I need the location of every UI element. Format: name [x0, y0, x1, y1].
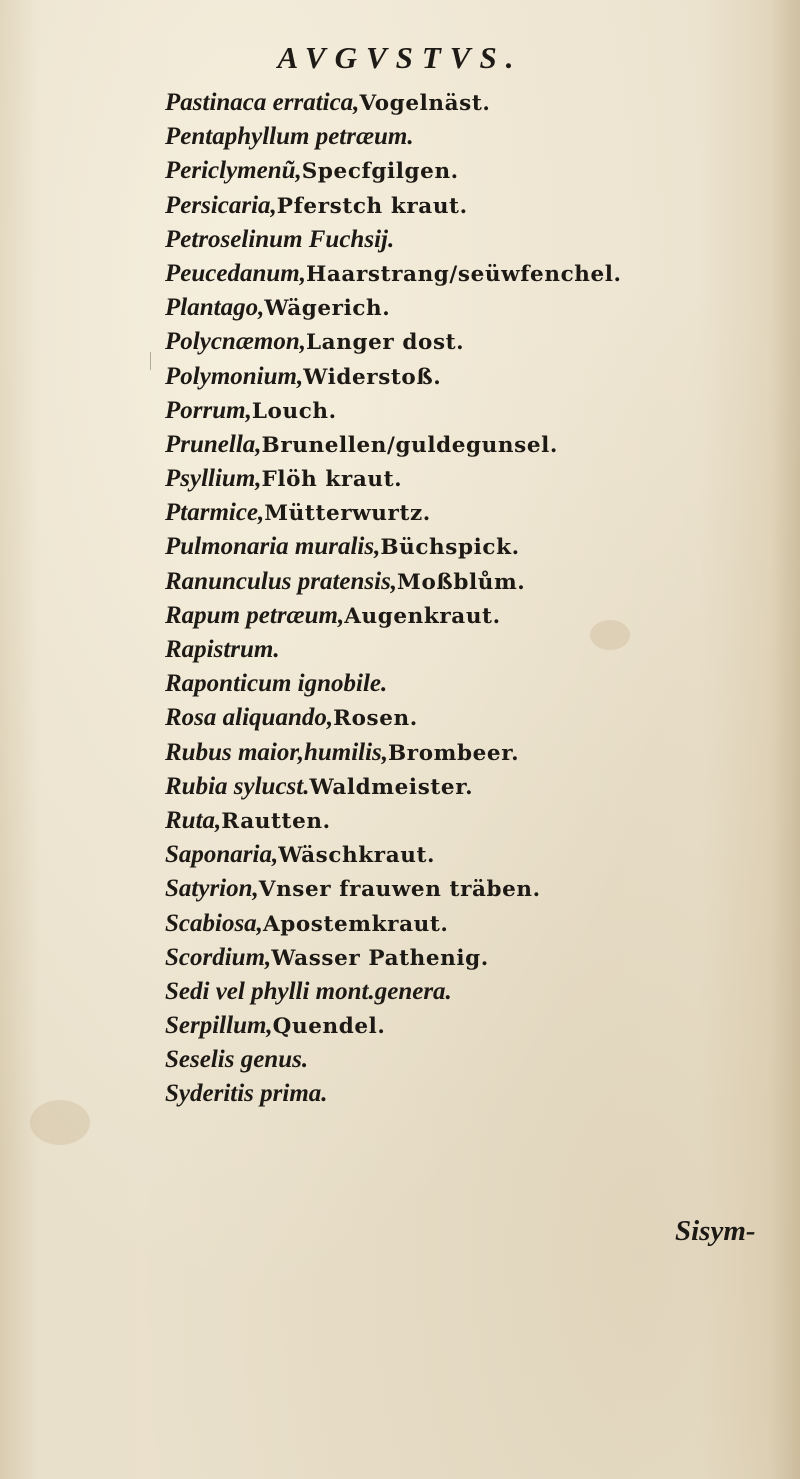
- latin-name: Rapistrum.: [165, 636, 280, 663]
- latin-name: Scabiosa,: [165, 909, 263, 937]
- herb-entry: [165, 394, 765, 428]
- latin-name: Serpillum,: [165, 1012, 273, 1040]
- latin-name: Plantago,: [165, 294, 265, 322]
- latin-name: Ptarmice,: [165, 499, 265, 527]
- herb-entry: [165, 1009, 765, 1043]
- latin-name: Rapum petræum,: [165, 601, 345, 629]
- german-name: Wäschkraut.: [278, 843, 436, 869]
- german-name: Specfgilgen.: [301, 159, 459, 185]
- herb-entry: [165, 872, 765, 906]
- latin-name: Rubia sylucst.: [165, 772, 310, 800]
- herb-entry: [165, 257, 765, 291]
- latin-name: Saponaria,: [165, 841, 279, 869]
- latin-name: Raponticum ignobile.: [165, 670, 388, 698]
- german-name: Rautten.: [221, 808, 331, 834]
- latin-name: Ruta,: [165, 806, 222, 834]
- herb-entry: [165, 667, 765, 701]
- latin-name: Pentaphyllum petræum.: [165, 123, 414, 151]
- herb-entry: [165, 941, 765, 975]
- herb-entry: [165, 736, 765, 770]
- german-name: Quendel.: [272, 1014, 386, 1040]
- latin-name: Pulmonaria muralis,: [165, 533, 381, 561]
- herb-entry: [165, 325, 765, 359]
- german-name: Rosen.: [333, 706, 418, 732]
- herb-entry: [165, 120, 765, 154]
- latin-name: Satyrion,: [165, 875, 259, 903]
- latin-name: Psyllium,: [165, 465, 262, 493]
- herb-entry: [165, 462, 765, 496]
- german-name: Brunellen/guldegunsel.: [261, 432, 558, 458]
- german-name: Apostemkraut.: [262, 911, 449, 937]
- herb-entry: [165, 770, 765, 804]
- latin-name: Persicaria,: [165, 191, 277, 219]
- latin-name: Peucedanum,: [165, 259, 306, 287]
- german-name: Langer dost.: [305, 330, 465, 356]
- latin-name: Ranunculus pratensis,: [165, 567, 398, 595]
- latin-name: Petroselinum Fuchsij.: [165, 225, 395, 253]
- latin-name: Scordium,: [165, 943, 272, 971]
- herb-entry: [165, 496, 765, 530]
- herb-entry: [165, 291, 765, 325]
- german-name: Widerstoß.: [303, 364, 442, 390]
- herb-entry: [165, 838, 765, 872]
- latin-name: Prunella,: [165, 430, 262, 458]
- herb-entry: [165, 428, 765, 462]
- herb-entry: [165, 804, 765, 838]
- german-name: Vnser frauwen träben.: [258, 877, 541, 903]
- german-name: Wasser Pathenig.: [271, 945, 489, 971]
- latin-name: Polymonium,: [165, 362, 304, 390]
- latin-name: Pastinaca erratica,: [165, 89, 360, 116]
- german-name: Büchspick.: [380, 535, 520, 561]
- latin-name: Syderitis prima.: [165, 1080, 328, 1108]
- herb-entry: [165, 1043, 765, 1077]
- herb-entry: [165, 701, 765, 735]
- latin-name: Rubus maior,humilis,: [165, 738, 389, 766]
- latin-name: Rosa aliquando,: [165, 704, 334, 732]
- herb-entry: [165, 189, 765, 223]
- herb-entry: [165, 599, 765, 633]
- german-name: Moßblům.: [397, 569, 526, 595]
- german-name: Louch.: [251, 398, 337, 424]
- paper-stain: [30, 1100, 90, 1145]
- herb-entry: [165, 530, 765, 564]
- latin-name: Polycnæmon,: [165, 328, 306, 356]
- german-name: Mütterwurtz.: [264, 501, 431, 527]
- herb-entry: [165, 565, 765, 599]
- herb-entry: [165, 975, 765, 1009]
- latin-name: Porrum,: [165, 396, 252, 424]
- german-name: Wägerich.: [264, 296, 391, 322]
- catchword: Sisym-: [675, 1215, 756, 1247]
- herb-entry: [165, 907, 765, 941]
- german-name: Pferstch kraut.: [276, 193, 468, 219]
- german-name: Brombeer.: [388, 740, 520, 766]
- german-name: Haarstrang/seüwfenchel.: [305, 261, 622, 287]
- running-header: AVGVSTVS.: [277, 40, 523, 75]
- german-name: Flöh kraut.: [261, 467, 403, 493]
- margin-mark: [150, 352, 151, 370]
- latin-name: Sedi vel phylli mont.genera.: [165, 977, 452, 1005]
- latin-name: Periclymenũ,: [165, 157, 302, 185]
- latin-name: Seselis genus.: [165, 1046, 309, 1074]
- german-name: Waldmeister.: [309, 774, 474, 800]
- herb-entry: [165, 154, 765, 188]
- herb-list: [165, 86, 765, 1112]
- german-name: Vogelnäst.: [359, 91, 491, 116]
- german-name: Augenkraut.: [344, 603, 501, 629]
- herb-entry: [165, 633, 765, 667]
- herb-entry: [165, 1077, 765, 1111]
- herb-entry: [165, 223, 765, 257]
- herb-entry: [165, 360, 765, 394]
- herb-entry: [165, 86, 765, 120]
